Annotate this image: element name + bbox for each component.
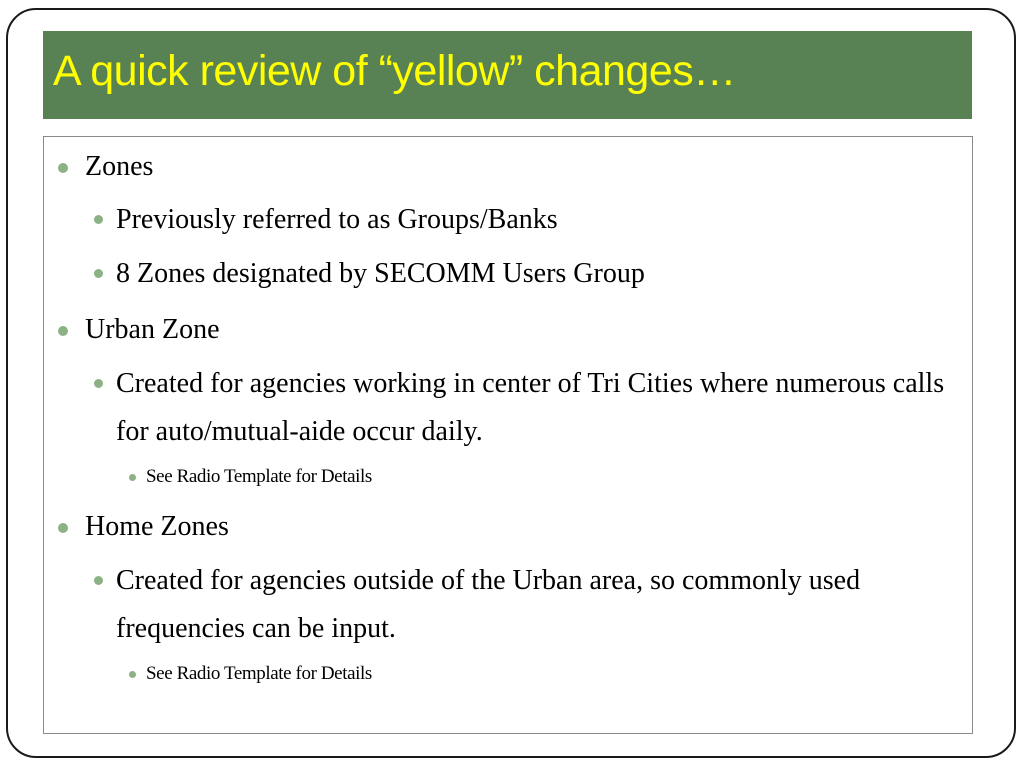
bullet-dot-icon [94, 215, 103, 224]
title-bar [43, 31, 972, 119]
bullet-item-urban-template [146, 465, 926, 489]
bullet-item-urban-created [116, 360, 961, 456]
bullet-dot-icon [94, 379, 103, 388]
bullet-text: Urban Zone [85, 314, 220, 345]
bullet-text: Created for agencies working in center of Tri Cities where numerous calls for auto/mutual-aide occur daily. [116, 368, 945, 447]
bullet-dot-icon [58, 523, 68, 533]
bullet-text: Created for agencies outside of the Urban area, so commonly used frequencies can be input. [116, 565, 861, 644]
bullet-text: 8 Zones designated by SECOMM Users Group [116, 258, 645, 289]
bullet-text: See Radio Template for Details [146, 466, 372, 487]
bullet-text: Zones [85, 151, 154, 182]
bullet-item-zones [85, 151, 945, 183]
bullet-dot-icon [129, 671, 136, 678]
content-box [43, 136, 973, 734]
bullet-text: Home Zones [85, 511, 229, 542]
bullet-item-urban-zone [85, 314, 945, 346]
bullet-dot-icon [58, 326, 68, 336]
bullet-dot-icon [129, 474, 136, 481]
bullet-item-8-zones [116, 250, 956, 298]
bullet-dot-icon [94, 269, 103, 278]
bullet-item-home-created [116, 557, 876, 653]
bullet-item-previously [116, 196, 956, 244]
bullet-item-home-zones [85, 511, 945, 543]
bullet-item-home-template [146, 662, 926, 686]
slide-title: A quick review of “yellow” changes… [53, 47, 736, 95]
bullet-text: See Radio Template for Details [146, 663, 372, 684]
bullet-text: Previously referred to as Groups/Banks [116, 204, 558, 235]
bullet-dot-icon [58, 163, 68, 173]
bullet-dot-icon [94, 576, 103, 585]
